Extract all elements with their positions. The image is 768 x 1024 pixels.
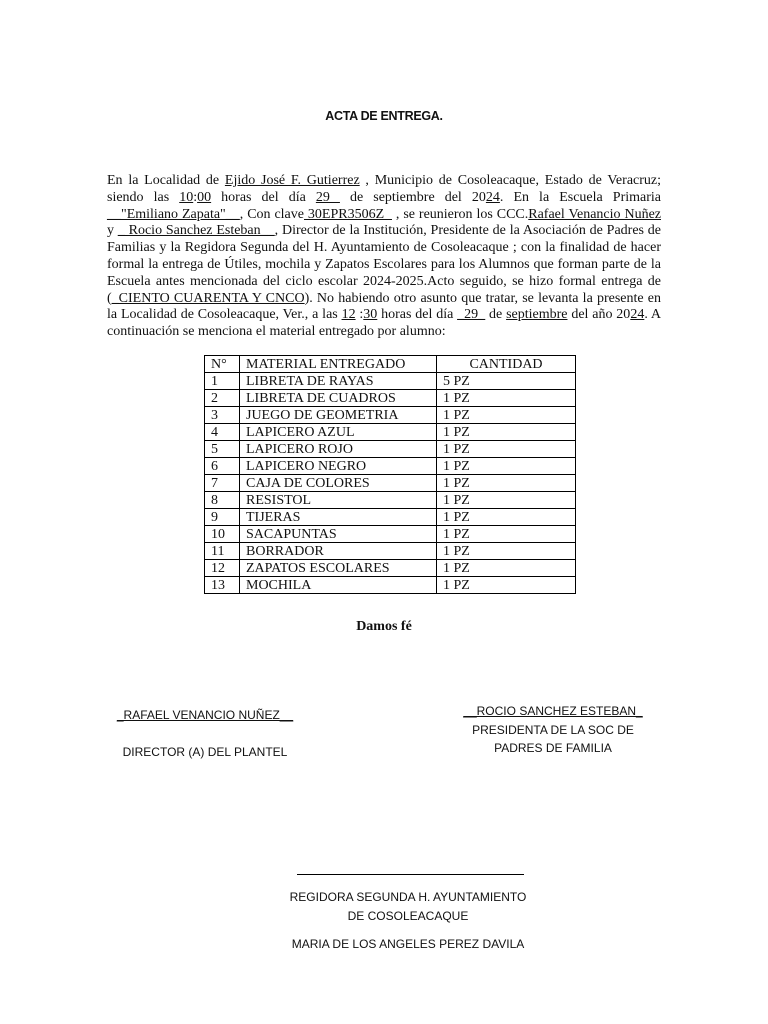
row-material: RESISTOL [240, 492, 437, 509]
paragraph-text: horas del día [211, 189, 316, 205]
paragraph-text: y [107, 223, 118, 239]
row-quantity: 1 PZ [437, 492, 576, 509]
row-quantity: 1 PZ [437, 526, 576, 543]
row-number: 11 [205, 543, 240, 560]
row-material: SACAPUNTAS [240, 526, 437, 543]
paragraph-text: , se reunieron los CCC. [391, 206, 529, 222]
table-row [205, 441, 576, 458]
row-material: LAPICERO ROJO [240, 441, 437, 458]
row-material: JUEGO DE GEOMETRIA [240, 407, 437, 424]
president-role-line2: PADRES DE FAMILIA [494, 741, 612, 755]
paragraph-text: . A continuación se menciona el material entregado por alumno: [107, 307, 661, 340]
regidora-role-line2: DE COSOLEACAQUE [347, 908, 469, 923]
row-number: 4 [205, 424, 240, 441]
underlined-field: __"Emiliano Zapata"__ [107, 206, 240, 222]
regidora-role-line1: REGIDORA SEGUNDA H. AYUNTAMIENTO [289, 890, 527, 904]
underlined-field: 30 [363, 307, 378, 323]
materials-table [204, 355, 576, 594]
row-material: LAPICERO NEGRO [240, 458, 437, 475]
table-row [205, 424, 576, 441]
underlined-field: 12 [341, 307, 356, 323]
row-number: 9 [205, 509, 240, 526]
paragraph-text: de [485, 307, 507, 323]
row-quantity: 1 PZ [437, 424, 576, 441]
header-material: MATERIAL ENTREGADO [240, 356, 437, 373]
table-row [205, 475, 576, 492]
table-row [205, 373, 576, 390]
paragraph-text: ). No habiendo otro asunto que tratar, se levanta la presente en la Localidad de Cosoleacaque, Ver., a las [107, 290, 662, 323]
row-material: ZAPATOS ESCOLARES [240, 560, 437, 577]
underlined-field: _ Rocio Sanchez Esteban__ [117, 223, 275, 239]
paragraph-text: del año 20 [567, 307, 631, 323]
table-row [205, 543, 576, 560]
body-paragraph [107, 173, 661, 341]
underlined-field: 00 [197, 189, 212, 205]
signature-director [100, 706, 310, 761]
underlined-field: 10 [179, 189, 194, 205]
table-row [205, 509, 576, 526]
row-number: 6 [205, 458, 240, 475]
row-quantity: 1 PZ [437, 407, 576, 424]
row-material: MOCHILA [240, 577, 437, 594]
closing-statement: Damos fé [356, 619, 412, 634]
underlined-field: Ejido José F. Gutierrez [224, 173, 360, 188]
document-title: ACTA DE ENTREGA. [325, 109, 443, 123]
row-quantity: 1 PZ [437, 560, 576, 577]
table-row [205, 560, 576, 577]
row-material: LIBRETA DE RAYAS [240, 373, 437, 390]
underlined-field: septiembre [506, 307, 568, 323]
row-material: TIJERAS [240, 509, 437, 526]
row-quantity: 1 PZ [437, 475, 576, 492]
signature-president [448, 702, 658, 758]
row-material: CAJA DE COLORES [240, 475, 437, 492]
underlined-field: _CIENTO CUARENTA Y CNCO [111, 290, 305, 306]
table-row [205, 526, 576, 543]
underlined-field: 24 [485, 189, 500, 205]
row-number: 7 [205, 475, 240, 492]
row-material: BORRADOR [240, 543, 437, 560]
table-row [205, 407, 576, 424]
paragraph-text: . En la Escuela Primaria [499, 189, 662, 205]
paragraph-text: , Director de la Institución, Presidente de la Asociación de Padres de Familias y la Regidora Segunda del H. Ayuntamiento de Cosoleacaque ; con la finalidad de hacer formal la entrega de Útiles, mochila y Zapatos Escolares para los Alumnos que forman parte de la Escuela antes mencionada del ciclo escolar 2024-2025.Acto seguido, se hizo formal entrega de ( [107, 223, 662, 306]
director-name: _RAFAEL VENANCIO NUÑEZ__ [116, 708, 294, 722]
signature-regidora [258, 888, 558, 954]
row-number: 2 [205, 390, 240, 407]
row-number: 8 [205, 492, 240, 509]
row-quantity: 1 PZ [437, 441, 576, 458]
paragraph-text: : [355, 307, 364, 323]
row-quantity: 1 PZ [437, 458, 576, 475]
row-quantity: 1 PZ [437, 390, 576, 407]
regidora-name: MARIA DE LOS ANGELES PEREZ DAVILA [291, 937, 525, 951]
table-row [205, 492, 576, 509]
row-number: 5 [205, 441, 240, 458]
signature-line [297, 874, 524, 875]
underlined-field: 24 [630, 307, 645, 323]
row-material: LIBRETA DE CUADROS [240, 390, 437, 407]
row-quantity: 1 PZ [437, 577, 576, 594]
table-row [205, 577, 576, 594]
table-body [205, 373, 576, 594]
underlined-field: 29 [315, 189, 340, 205]
header-number: N° [205, 356, 240, 373]
row-quantity: 5 PZ [437, 373, 576, 390]
table-header-row [205, 356, 576, 373]
header-quantity: CANTIDAD [437, 356, 576, 373]
table-row [205, 390, 576, 407]
row-quantity: 1 PZ [437, 543, 576, 560]
underlined-field: Rafael Venancio Nuñez [528, 206, 661, 222]
row-number: 12 [205, 560, 240, 577]
president-name: __ROCIO SANCHEZ ESTEBAN_ [463, 704, 643, 718]
row-material: LAPICERO AZUL [240, 424, 437, 441]
row-number: 1 [205, 373, 240, 390]
row-quantity: 1 PZ [437, 509, 576, 526]
paragraph-text: : [193, 189, 198, 205]
paragraph-text: , Con clave [239, 206, 304, 222]
paragraph-text: de septiembre del 20 [339, 189, 486, 205]
row-number: 10 [205, 526, 240, 543]
paragraph-text: horas del día [377, 307, 458, 323]
row-number: 3 [205, 407, 240, 424]
underlined-field: 30EPR3506Z [303, 206, 392, 222]
paragraph-text: , Municipio de Cosoleacaque, Estado de Veracruz; siendo las [107, 173, 662, 205]
president-role-line1: PRESIDENTA DE LA SOC DE [472, 722, 634, 737]
row-number: 13 [205, 577, 240, 594]
underlined-field: _29_ [457, 307, 486, 323]
paragraph-text: En la Localidad de [107, 173, 225, 188]
table-row [205, 458, 576, 475]
director-role: DIRECTOR (A) DEL PLANTEL [122, 744, 288, 759]
